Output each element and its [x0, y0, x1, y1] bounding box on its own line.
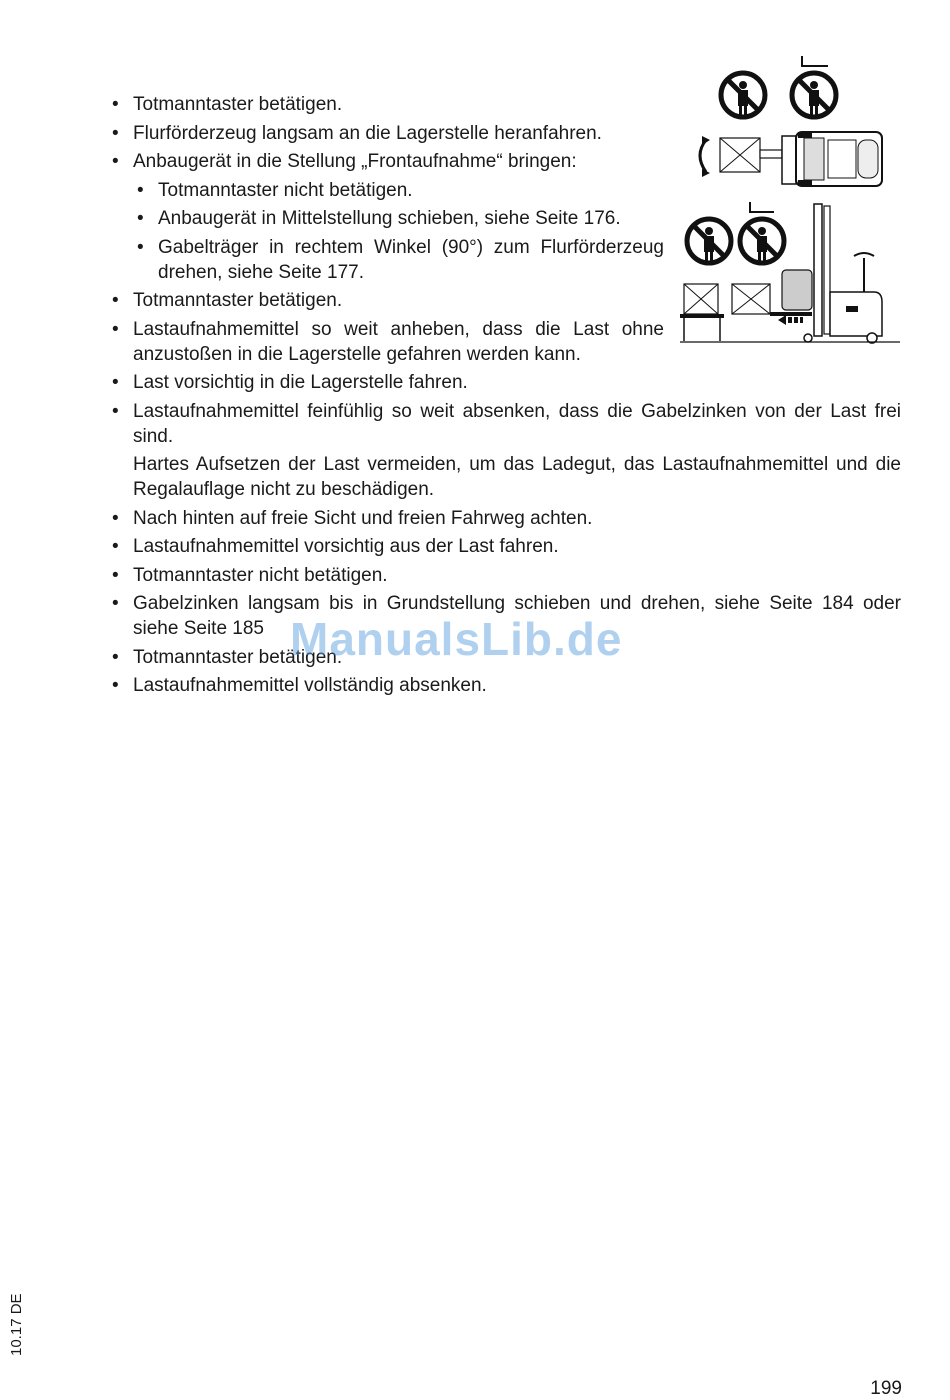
list-item — [110, 673, 901, 698]
edition-label: 10.17 DE — [8, 1293, 25, 1356]
direction-arrow-icon — [778, 315, 803, 325]
forklift-side-view-illustration — [678, 196, 903, 348]
list-item — [110, 399, 901, 449]
rotate-arrow-icon — [700, 136, 710, 177]
item-text: Flurförderzeug langsam an die Lagerstelle heranfahren. — [133, 122, 602, 144]
bullet: • — [112, 290, 119, 311]
bullet: • — [112, 593, 119, 614]
sub-list-item — [135, 235, 664, 285]
item-text: Gabelzinken langsam bis in Grundstellung schieben und drehen, siehe Seite 184 oder siehe Seite 185 — [133, 593, 901, 639]
forklift-top-view-illustration — [688, 52, 898, 190]
no-person-on-load-icon — [740, 202, 784, 263]
bullet: • — [137, 179, 144, 201]
item-text: Totmanntaster betätigen. — [133, 646, 343, 668]
no-person-on-load-icon — [792, 56, 836, 117]
bullet: • — [112, 318, 119, 340]
item-text: Totmanntaster betätigen. — [133, 94, 343, 115]
item-text: Nach hinten auf freie Sicht und freien Fahrweg achten. — [133, 507, 593, 529]
list-item — [110, 563, 901, 588]
item-text: Gabelträger in rechtem Winkel (90°) zum Flurförderzeug drehen, siehe Seite 177. — [158, 236, 664, 283]
item-text: Totmanntaster betätigen. — [133, 290, 343, 311]
list-item — [110, 121, 664, 146]
list-item — [110, 645, 901, 670]
bullet: • — [112, 151, 119, 172]
list-item — [110, 288, 664, 313]
bullet: • — [112, 400, 119, 422]
list-item — [110, 317, 664, 367]
list-item — [110, 149, 664, 174]
item-text: Anbaugerät in die Stellung „Frontaufnahme“ bringen: — [133, 151, 577, 172]
item-text: Totmanntaster nicht betätigen. — [158, 179, 413, 201]
list-item — [110, 534, 901, 559]
bullet: • — [112, 675, 119, 696]
forklift-side-icon — [770, 204, 882, 343]
list-item — [110, 92, 664, 117]
no-person-under-load-icon — [687, 219, 731, 263]
sub-list-item — [135, 206, 664, 231]
item-text: Lastaufnahmemittel vollständig absenken. — [133, 675, 487, 696]
load-box-icon — [732, 284, 770, 314]
page-number: 199 — [870, 1378, 902, 1399]
bullet: • — [112, 536, 119, 557]
item-text: Lastaufnahmemittel so weit anheben, dass die Last ohne anzustoßen in die Lagerstelle gefahren werden kann. — [133, 318, 664, 365]
forklift-top-icon — [760, 132, 882, 186]
sub-list-item — [135, 178, 664, 203]
item-text: Totmanntaster nicht betätigen. — [133, 564, 388, 586]
bullet: • — [137, 236, 144, 258]
list-item — [110, 370, 901, 395]
bullet: • — [137, 208, 144, 229]
no-person-under-load-icon — [721, 73, 765, 117]
bullet: • — [112, 507, 119, 529]
bullet: • — [112, 372, 119, 393]
item-text: Last vorsichtig in die Lagerstelle fahren. — [133, 372, 468, 393]
load-box-icon — [720, 138, 760, 172]
item-text: Lastaufnahmemittel feinfühlig so weit absenken, dass die Gabelzinken von der Last frei sind. — [133, 400, 901, 447]
bullet: • — [112, 122, 119, 144]
watermark: ManualsLib.de — [290, 613, 623, 665]
bullet: • — [112, 646, 119, 668]
note-paragraph: Hartes Aufsetzen der Last vermeiden, um das Ladegut, das Lastaufnahmemittel und die Regalauflage nicht zu beschädigen. — [133, 454, 901, 500]
list-item — [110, 506, 901, 531]
rack-icon — [680, 284, 724, 341]
bullet: • — [112, 564, 119, 586]
bullet: • — [112, 94, 119, 115]
item-text: Lastaufnahmemittel vorsichtig aus der Last fahren. — [133, 536, 559, 557]
item-text: Anbaugerät in Mittelstellung schieben, siehe Seite 176. — [158, 208, 621, 229]
list-item — [110, 591, 901, 641]
